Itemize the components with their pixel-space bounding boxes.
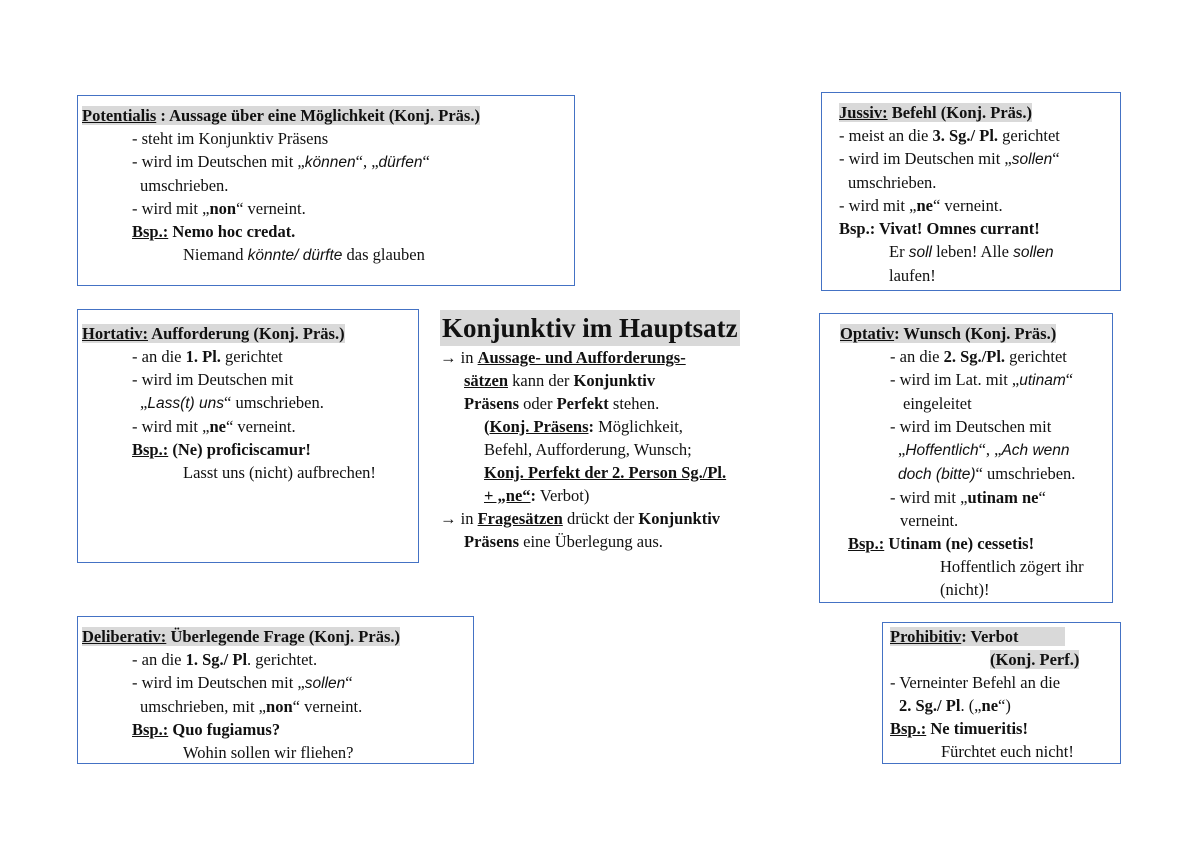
potentialis-box — [77, 95, 575, 286]
hortativ-line-3: „Lass(t) uns“ umschrieben. — [140, 393, 324, 412]
optativ-translation-2: (nicht)! — [940, 580, 990, 599]
center-para-2-line-2: Präsens eine Überlegung aus. — [464, 532, 663, 551]
prohibitiv-line-2: 2. Sg./ Pl. („ne“) — [899, 696, 1011, 715]
hortativ-box — [77, 309, 419, 563]
hortativ-line-1: - an die 1. Pl. gerichtet — [132, 347, 283, 366]
optativ-translation-1: Hoffentlich zögert ihr — [940, 557, 1084, 576]
arrow-icon: → — [440, 509, 457, 528]
center-para-1-line-1: → in Aussage- und Aufforderungs- — [440, 348, 686, 367]
jussiv-box — [821, 92, 1121, 291]
optativ-box — [819, 313, 1113, 603]
hortativ-title: Hortativ: Aufforderung (Konj. Präs.) — [82, 324, 345, 343]
jussiv-translation-1: Er soll leben! Alle sollen — [889, 242, 1054, 261]
center-para-1-line-3: Präsens oder Perfekt stehen. — [464, 394, 660, 413]
jussiv-line-3: umschrieben. — [848, 173, 937, 192]
potentialis-title: Potentialis : Aussage über eine Möglichkeit (Konj. Präs.) — [82, 106, 480, 125]
potentialis-line-4: - wird mit „non“ verneint. — [132, 199, 306, 218]
prohibitiv-translation: Fürchtet euch nicht! — [941, 742, 1074, 761]
center-block — [440, 310, 800, 553]
center-para-2-line-1: → in Fragesätzen drückt der Konjunktiv — [440, 509, 721, 528]
optativ-line-6: doch (bitte)“ umschrieben. — [898, 464, 1076, 483]
potentialis-line-3: umschrieben. — [140, 176, 229, 195]
hortativ-example: Bsp.: (Ne) proficiscamur! — [132, 440, 311, 459]
prohibitiv-line-1: - Verneinter Befehl an die — [890, 673, 1061, 692]
jussiv-line-1: - meist an die 3. Sg./ Pl. gerichtet — [839, 126, 1060, 145]
prohibitiv-box — [882, 622, 1121, 764]
optativ-example: Bsp.: Utinam (ne) cessetis! — [848, 534, 1035, 553]
optativ-line-8: verneint. — [900, 511, 959, 530]
optativ-line-1: - an die 2. Sg./Pl. gerichtet — [890, 347, 1067, 366]
deliberativ-line-2: - wird im Deutschen mit „sollen“ — [132, 673, 353, 692]
prohibitiv-title-2: (Konj. Perf.) — [990, 650, 1080, 669]
jussiv-line-2: - wird im Deutschen mit „sollen“ — [839, 149, 1060, 168]
prohibitiv-title: Prohibitiv: Verbot — [890, 625, 1116, 648]
optativ-line-2: - wird im Lat. mit „utinam“ — [890, 370, 1074, 389]
jussiv-translation-2: laufen! — [889, 266, 936, 285]
hortativ-translation: Lasst uns (nicht) aufbrechen! — [183, 463, 376, 482]
deliberativ-line-3: umschrieben, mit „non“ verneint. — [140, 697, 363, 716]
potentialis-line-2: - wird im Deutschen mit „können“, „dürfen“ — [132, 152, 430, 171]
page-title: Konjunktiv im Hauptsatz — [440, 310, 800, 346]
potentialis-line-1: - steht im Konjunktiv Präsens — [132, 129, 329, 148]
center-note-line-2: Befehl, Aufforderung, Wunsch; — [484, 440, 692, 459]
deliberativ-line-1: - an die 1. Sg./ Pl. gerichtet. — [132, 650, 318, 669]
optativ-line-4: - wird im Deutschen mit — [890, 417, 1052, 436]
optativ-line-5: „Hoffentlich“, „Ach wenn — [898, 440, 1070, 459]
jussiv-example: Bsp.: Vivat! Omnes currant! — [839, 219, 1040, 238]
optativ-title: Optativ: Wunsch (Konj. Präs.) — [840, 324, 1057, 343]
center-para-1-line-2: sätzen kann der Konjunktiv — [464, 371, 656, 390]
deliberativ-box — [77, 616, 474, 764]
arrow-icon: → — [440, 348, 457, 367]
potentialis-translation: Niemand könnte/ dürfte das glauben — [183, 245, 425, 264]
deliberativ-translation: Wohin sollen wir fliehen? — [183, 743, 354, 762]
jussiv-line-4: - wird mit „ne“ verneint. — [839, 196, 1003, 215]
center-note-line-4: + „ne“: Verbot) — [484, 486, 590, 505]
jussiv-title: Jussiv: Befehl (Konj. Präs.) — [839, 103, 1032, 122]
optativ-line-7: - wird mit „utinam ne“ — [890, 488, 1046, 507]
center-note-line-3: Konj. Perfekt der 2. Person Sg./Pl. — [484, 463, 727, 482]
center-note-line-1: (Konj. Präsens: Möglichkeit, — [484, 417, 683, 436]
potentialis-example: Bsp.: Nemo hoc credat. — [132, 222, 296, 241]
deliberativ-title: Deliberativ: Überlegende Frage (Konj. Präs.) — [82, 627, 401, 646]
optativ-line-3: eingeleitet — [903, 394, 972, 413]
hortativ-line-2: - wird im Deutschen mit — [132, 370, 294, 389]
prohibitiv-example: Bsp.: Ne timueritis! — [890, 719, 1028, 738]
hortativ-line-4: - wird mit „ne“ verneint. — [132, 417, 296, 436]
deliberativ-example: Bsp.: Quo fugiamus? — [132, 720, 281, 739]
